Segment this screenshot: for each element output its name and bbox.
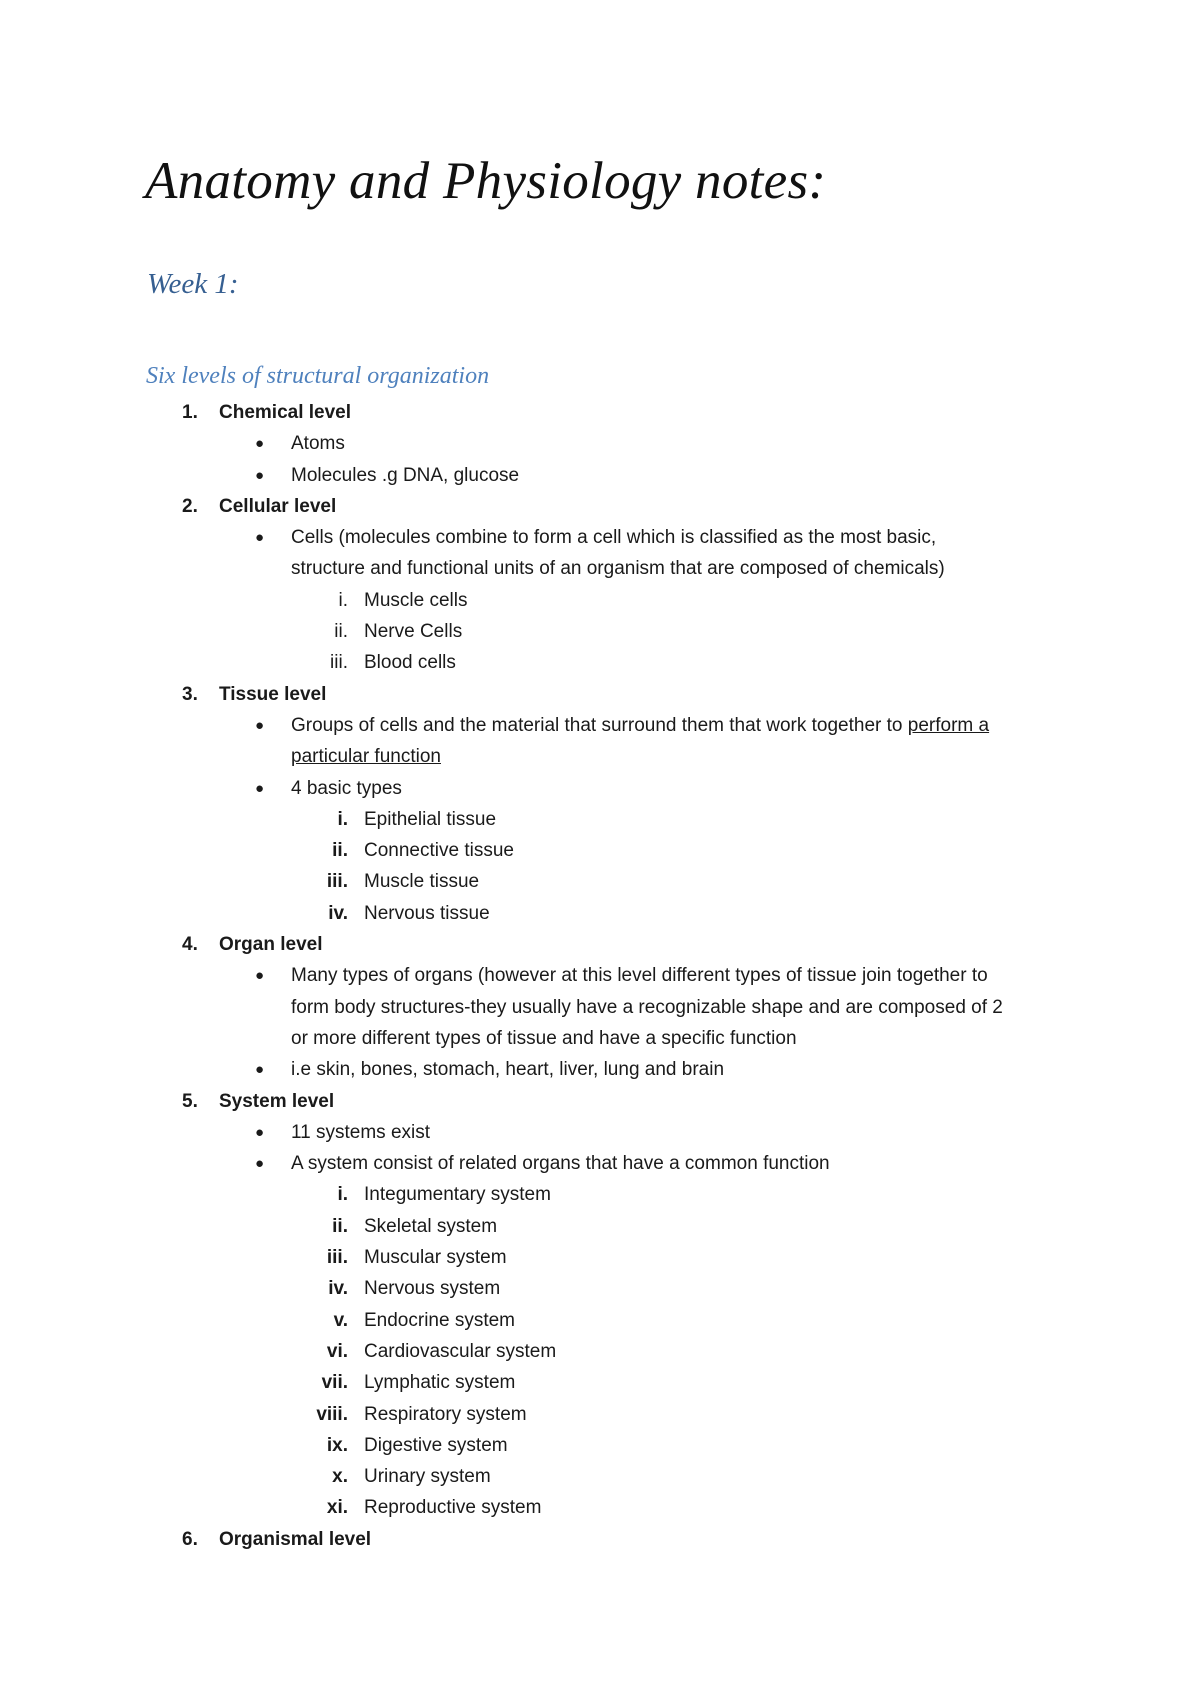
bullet-icon: ● — [255, 1155, 265, 1173]
sub-item-text: Nervous system — [364, 1278, 501, 1300]
roman-numeral: viii. — [316, 1403, 348, 1425]
roman-numeral: i. — [337, 1184, 348, 1206]
sub-item — [0, 647, 1200, 678]
level-item — [0, 929, 1200, 960]
level-item — [0, 1086, 1200, 1117]
level-title: Cellular level — [219, 495, 337, 517]
sub-item-text: Nerve Cells — [364, 621, 463, 643]
sub-item — [0, 1242, 1200, 1273]
bullet-item — [0, 960, 1200, 991]
bullet-item — [0, 1148, 1200, 1179]
roman-numeral: x. — [332, 1466, 348, 1488]
sub-item-text: Lymphatic system — [364, 1372, 516, 1394]
level-number: 6. — [182, 1528, 198, 1550]
roman-numeral: iii. — [326, 871, 348, 893]
bullet-icon: ● — [255, 529, 265, 547]
bullet-text: 11 systems exist — [291, 1121, 431, 1143]
sub-item — [0, 1273, 1200, 1304]
level-number: 5. — [182, 1090, 198, 1112]
levels-outline — [0, 397, 1200, 1555]
bullet-icon: ● — [255, 1123, 265, 1141]
sub-item-text: Muscle cells — [364, 589, 468, 611]
level-number: 2. — [182, 495, 198, 517]
bullet-text: Cells (molecules combine to form a cell which is classified as the most basic, — [291, 527, 937, 549]
sub-item-text: Respiratory system — [364, 1403, 527, 1425]
level-title: Organismal level — [219, 1528, 372, 1550]
level-item — [0, 679, 1200, 710]
week-heading: Week 1: — [147, 268, 239, 300]
sub-item — [0, 1461, 1200, 1492]
sub-item — [0, 1367, 1200, 1398]
sub-item — [0, 1179, 1200, 1210]
bullet-text: Atoms — [291, 433, 345, 455]
sub-item — [0, 804, 1200, 835]
bullet-text: i.e skin, bones, stomach, heart, liver, lung and brain — [291, 1059, 725, 1081]
bullet-icon: ● — [255, 466, 265, 484]
sub-item-text: Digestive system — [364, 1434, 508, 1456]
sub-item-text: Cardiovascular system — [364, 1340, 557, 1362]
page-title: Anatomy and Physiology notes: — [145, 152, 827, 210]
sub-item — [0, 585, 1200, 616]
sub-item — [0, 616, 1200, 647]
sub-item-text: Integumentary system — [364, 1184, 551, 1206]
level-item — [0, 397, 1200, 428]
bullet-icon: ● — [255, 779, 265, 797]
level-title: System level — [219, 1090, 335, 1112]
sub-item-text: Epithelial tissue — [364, 808, 497, 830]
level-number: 4. — [182, 934, 198, 956]
level-number: 3. — [182, 683, 198, 705]
roman-numeral: vii. — [321, 1372, 348, 1394]
sub-item — [0, 898, 1200, 929]
level-item — [0, 1524, 1200, 1555]
bullet-continuation — [0, 992, 1200, 1023]
sub-item — [0, 1492, 1200, 1523]
section-heading: Six levels of structural organization — [146, 363, 490, 389]
bullet-text — [291, 710, 989, 741]
bullet-text-plain: Groups of cells and the material that surround them that work together to — [291, 714, 908, 736]
sub-item-text: Nervous tissue — [364, 902, 490, 924]
sub-item — [0, 1336, 1200, 1367]
sub-item-text: Skeletal system — [364, 1215, 498, 1237]
bullet-icon: ● — [255, 716, 265, 734]
roman-numeral: i. — [337, 808, 348, 830]
sub-item — [0, 866, 1200, 897]
roman-numeral: xi. — [326, 1497, 348, 1519]
roman-numeral: iv. — [328, 1278, 348, 1300]
underlined-text: perform a — [907, 714, 990, 736]
level-title: Tissue level — [219, 683, 327, 705]
bullet-text: A system consist of related organs that have a common function — [291, 1153, 830, 1175]
bullet-text: structure and functional units of an organism that are composed of chemicals) — [291, 558, 945, 580]
roman-numeral: i. — [338, 589, 348, 611]
roman-numeral: ix. — [326, 1434, 348, 1456]
bullet-item — [0, 428, 1200, 459]
sub-item-text: Reproductive system — [364, 1497, 542, 1519]
bullet-text: Many types of organs (however at this level different types of tissue join together to — [291, 965, 988, 987]
sub-item-text: Endocrine system — [364, 1309, 516, 1331]
roman-numeral: vi. — [326, 1340, 348, 1362]
sub-item-text: Connective tissue — [364, 840, 514, 862]
underlined-text: particular function — [291, 746, 441, 768]
sub-item — [0, 1211, 1200, 1242]
sub-item-text: Muscular system — [364, 1247, 507, 1269]
sub-item-text: Muscle tissue — [364, 871, 480, 893]
bullet-text: form body structures-they usually have a recognizable shape and are composed of 2 — [291, 996, 1003, 1018]
level-title: Chemical level — [219, 402, 352, 423]
roman-numeral: v. — [333, 1309, 348, 1331]
bullet-text: or more different types of tissue and have a specific function — [291, 1027, 797, 1049]
level-number: 1. — [182, 402, 198, 423]
roman-numeral: ii. — [332, 1215, 348, 1237]
bullet-item — [0, 710, 1200, 741]
level-item — [0, 491, 1200, 522]
roman-numeral: ii. — [334, 621, 348, 643]
sub-item — [0, 1430, 1200, 1461]
sub-item-text: Urinary system — [364, 1466, 491, 1488]
bullet-item — [0, 773, 1200, 804]
bullet-continuation — [0, 553, 1200, 584]
roman-numeral: iv. — [328, 902, 348, 924]
bullet-item — [0, 1117, 1200, 1148]
bullet-continuation — [0, 1023, 1200, 1054]
bullet-text: Molecules .g DNA, glucose — [291, 464, 520, 486]
roman-numeral: iii. — [326, 1247, 348, 1269]
level-title: Organ level — [219, 934, 323, 956]
bullet-text: 4 basic types — [291, 777, 402, 799]
sub-item — [0, 1399, 1200, 1430]
bullet-icon: ● — [255, 1061, 265, 1079]
bullet-item — [0, 460, 1200, 491]
bullet-icon: ● — [255, 967, 265, 985]
bullet-continuation — [0, 741, 1200, 772]
bullet-item — [0, 522, 1200, 553]
sub-item-text: Blood cells — [364, 652, 456, 674]
bullet-icon: ● — [255, 435, 265, 453]
sub-item — [0, 1305, 1200, 1336]
roman-numeral: ii. — [332, 840, 348, 862]
roman-numeral: iii. — [330, 652, 348, 674]
bullet-item — [0, 1054, 1200, 1085]
sub-item — [0, 835, 1200, 866]
